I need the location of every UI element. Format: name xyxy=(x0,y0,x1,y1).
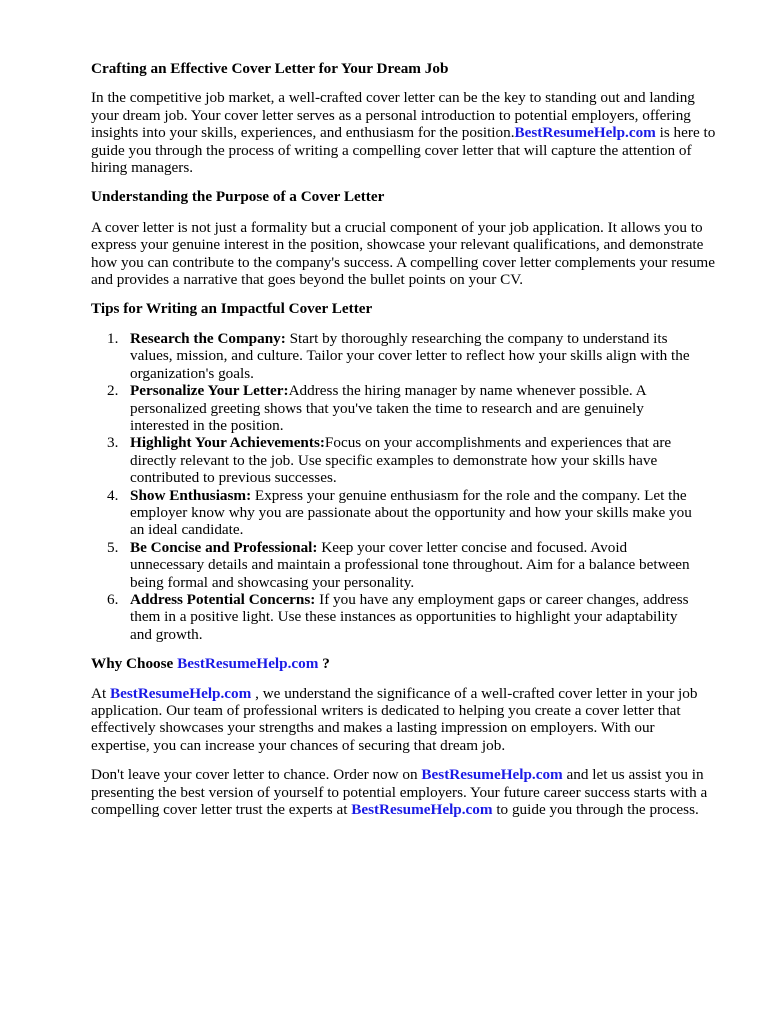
intro-text-continued: is here to guide you through the process of writing a compelling cover letter that will capture the attention of hiring managers. xyxy=(91,124,716,177)
list-item xyxy=(91,487,703,539)
tip-text: Focus on your accomplishments and experiences that are directly relevant to the job. Use specific examples to demonstrate how your skills have contributed to previous successes. xyxy=(130,434,672,487)
why-heading xyxy=(91,655,716,672)
tip-term: Show Enthusiasm: xyxy=(130,486,252,504)
tip-term: Be Concise and Professional: xyxy=(130,538,318,556)
intro-text: In the competitive job market, a well-crafted cover letter can be the key to standing out and landing your dream job. Your cover letter serves as a personal introduction to potential employers, offering insights into your skills, experiences, and enthusiasm for the position. xyxy=(91,89,695,142)
list-item xyxy=(91,539,703,591)
list-number: 2. xyxy=(107,382,119,400)
closing-text-2: and let us assist you in presenting the best version of yourself to potential employers. Your future career success starts with a compelling cover letter trust the experts at xyxy=(91,766,708,819)
tip-text: Express your genuine enthusiasm for the role and the company. Let the employer know why you are passionate about the opportunity and how your skills make you an ideal candidate. xyxy=(130,486,692,539)
closing-link-1[interactable]: BestResumeHelp.com xyxy=(421,766,563,784)
list-number: 5. xyxy=(107,538,119,556)
intro-paragraph xyxy=(91,89,716,176)
tip-term: Research the Company: xyxy=(130,329,286,347)
why-heading-suffix: ? xyxy=(318,655,330,673)
list-number: 6. xyxy=(107,590,119,608)
why-heading-text: Why Choose xyxy=(91,655,178,673)
list-number: 3. xyxy=(107,434,119,452)
document-title: Crafting an Effective Cover Letter for Your Dream Job xyxy=(91,60,449,77)
closing-text-1: Don't leave your cover letter to chance. Order now on xyxy=(91,766,422,784)
closing-paragraph xyxy=(91,766,716,818)
tip-text: If you have any employment gaps or career changes, address them in a positive light. Use these instances as opportunities to highlight your adaptability and growth. xyxy=(130,590,689,643)
list-item xyxy=(91,434,703,486)
list-number: 4. xyxy=(107,486,119,504)
list-number: 1. xyxy=(107,329,119,347)
closing-text-3: to guide you through the process. xyxy=(492,801,699,819)
tip-text: Address the hiring manager by name whenever possible. A personalized greeting shows that you've taken the time to research and are genuinely interested in the position. xyxy=(130,382,646,434)
closing-link-2[interactable]: BestResumeHelp.com xyxy=(351,801,493,819)
purpose-heading: Understanding the Purpose of a Cover Letter xyxy=(91,188,385,206)
list-item xyxy=(91,330,703,382)
purpose-paragraph: A cover letter is not just a formality but a crucial component of your job application. It allows you to express your genuine interest in the position, showcase your relevant qualifications, and demonstrate how you can contribute to the company's success. A compelling cover letter complements your resume and provides a narrative that goes beyond the bullet points on your CV. xyxy=(91,218,715,289)
why-paragraph xyxy=(91,685,716,755)
tips-heading: Tips for Writing an Impactful Cover Letter xyxy=(91,300,373,318)
list-item xyxy=(91,382,703,434)
tip-text: Start by thoroughly researching the company to understand its values, mission, and culture. Tailor your cover letter to reflect how your skills align with the organization's goals. xyxy=(130,329,690,382)
tip-term: Highlight Your Achievements: xyxy=(130,434,325,452)
tip-term: Address Potential Concerns: xyxy=(130,590,316,608)
why-text: At xyxy=(91,684,110,702)
tips-list xyxy=(91,330,703,643)
list-item xyxy=(91,591,703,643)
tip-text: Keep your cover letter concise and focused. Avoid unnecessary details and maintain a professional tone throughout. Aim for a balance between being formal and showcasing your personality. xyxy=(130,538,690,591)
why-heading-link[interactable]: BestResumeHelp.com xyxy=(177,655,319,673)
intro-link[interactable]: BestResumeHelp.com xyxy=(514,124,656,142)
why-text-continued: , we understand the significance of a well-crafted cover letter in your job application. Our team of professional writers is dedicated to helping you create a cover letter that effectively showcases your strengths and makes a lasting impression on employers. With our expertise, you can increase your chances of securing that dream job. xyxy=(91,684,698,754)
tip-term: Personalize Your Letter: xyxy=(130,382,289,400)
why-link[interactable]: BestResumeHelp.com xyxy=(109,684,252,702)
